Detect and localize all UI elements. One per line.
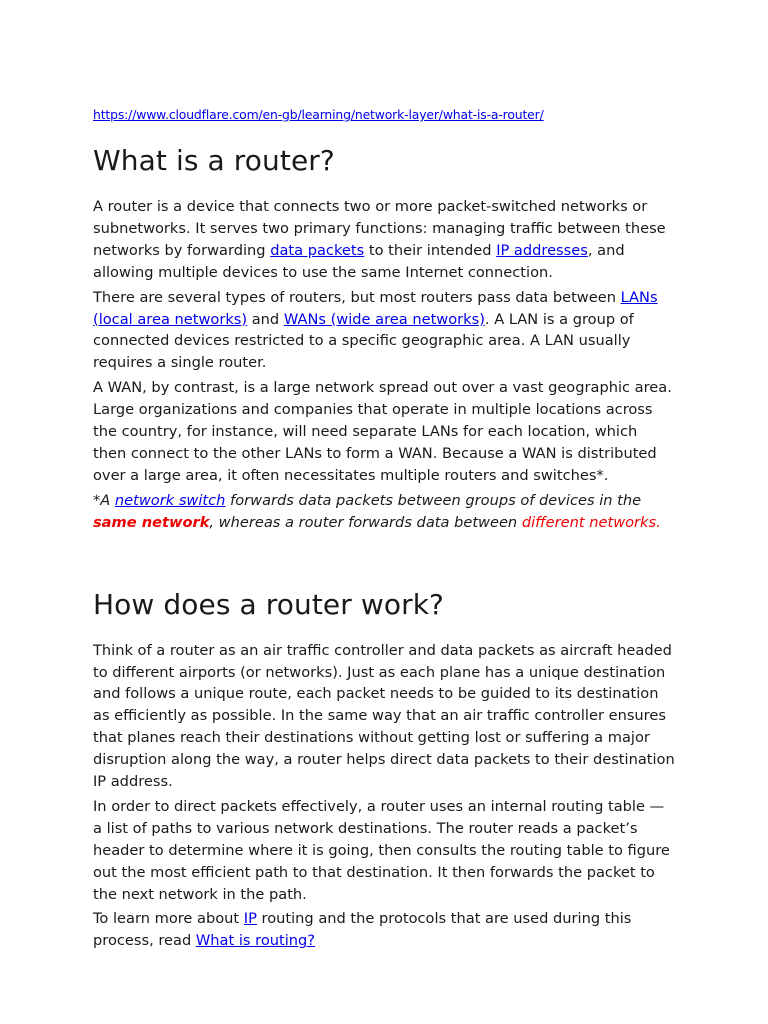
text-segment: and	[247, 310, 284, 328]
highlight-different-networks: different networks.	[521, 513, 661, 531]
heading-what-is-a-router: What is a router?	[93, 144, 335, 177]
paragraph-router-definition	[93, 196, 675, 284]
paragraph-routing-table: In order to direct packets effectively, a router uses an internal routing table — a list of paths to various network destinations. The router reads a packet’s header to determine where it is going, then consults the routing table to figure out the most efficient path to that destination. It then forwards the packet to the next network in the path.	[93, 797, 670, 903]
link-ip[interactable]: IP	[243, 910, 257, 928]
text-segment: . A LAN is a group of connected devices restricted to a specific geographic area. A LAN usually requires a single router.	[93, 310, 634, 372]
paragraph-wan-description: A WAN, by contrast, is a large network spread out over a vast geographic area. Large organizations and companies that operate in multiple locations across the country, for instance, will need separate LANs for each location, which then connect to the other LANs to form a WAN. Because a WAN is distributed over a large area, it often necessitates multiple routers and switches*.	[93, 379, 672, 484]
link-data-packets[interactable]: data packets	[270, 241, 365, 259]
note-network-switch	[93, 490, 675, 534]
link-ip-addresses[interactable]: IP addresses	[496, 241, 588, 259]
paragraph-learn-more	[93, 908, 675, 952]
text-segment: routing and the protocols that are used during this process, read	[93, 910, 632, 950]
link-wans[interactable]: WANs (wide area networks)	[283, 310, 485, 328]
text-segment: to their intended	[364, 241, 497, 259]
text-segment: A router is a device that connects two or more packet-switched networks or subnetworks. It serves two primary functions: managing traffic between these networks by forwarding	[93, 198, 666, 259]
text-segment: *A	[93, 491, 115, 509]
document-page	[93, 106, 675, 955]
heading-how-does-a-router-work: How does a router work?	[93, 587, 444, 621]
text-segment: There are several types of routers, but most routers pass data between	[93, 288, 621, 306]
source-url-link[interactable]: https://www.cloudflare.com/en-gb/learning/network-layer/what-is-a-router/	[93, 107, 544, 122]
emphasis-same-network: same network	[93, 513, 210, 531]
link-what-is-routing[interactable]: What is routing?	[195, 932, 316, 950]
paragraph-air-traffic-analogy: Think of a router as an air traffic controller and data packets as aircraft headed to different airports (or networks). Just as each plane has a unique destination and follows a unique route, each packet needs to be guided to its destination as efficiently as possible. In the same way that an air traffic controller ensures that planes reach their destinations without getting lost or suffering a major disruption along the way, a router helps direct data packets to their destination IP address.	[93, 641, 675, 791]
text-segment: , whereas a router forwards data between	[209, 513, 522, 531]
link-lans[interactable]: LANs (local area networks)	[93, 288, 658, 328]
link-network-switch[interactable]: network switch	[114, 491, 226, 509]
text-segment: To learn more about	[93, 910, 244, 928]
text-segment: forwards data packets between groups of devices in the	[225, 491, 642, 509]
paragraph-router-types	[93, 287, 675, 375]
text-segment: , and allowing multiple devices to use the same Internet connection.	[93, 241, 625, 281]
